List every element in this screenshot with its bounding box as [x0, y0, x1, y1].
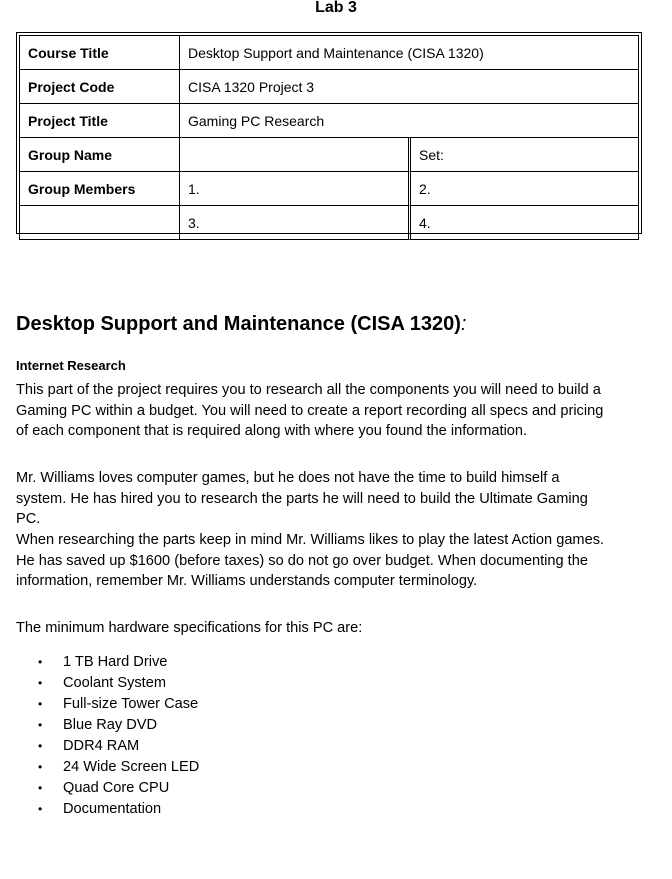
group-name-label: Group Name	[19, 138, 180, 172]
group-members-label: Group Members	[19, 172, 180, 206]
list-item	[16, 757, 199, 778]
specs-intro-paragraph: The minimum hardware specifications for this PC are:	[16, 620, 363, 636]
project-title-value: Gaming PC Research	[180, 104, 639, 138]
set-field[interactable]: Set:	[411, 138, 639, 172]
lab-title: Lab 3	[315, 0, 357, 16]
bullet-icon: •	[38, 697, 43, 711]
bullet-icon: •	[38, 718, 43, 732]
spec-label: Documentation	[63, 801, 162, 817]
project-title-label: Project Title	[19, 104, 180, 138]
spec-label: 1 TB Hard Drive	[63, 654, 168, 670]
spec-label: DDR4 RAM	[63, 738, 140, 754]
course-title-row	[19, 35, 639, 70]
spec-label: Quad Core CPU	[63, 780, 170, 796]
list-item	[16, 694, 199, 715]
list-item	[16, 799, 199, 820]
course-title-value: Desktop Support and Maintenance (CISA 1320)	[180, 35, 639, 70]
member-4-field[interactable]: 4.	[411, 206, 639, 240]
list-item	[16, 652, 199, 673]
budget-paragraph: When researching the parts keep in mind Mr. Williams likes to play the latest Action games. He has saved up $1600 (before taxes) so do not go over budget. When documenting the information, remember Mr. Williams understands computer terminology.	[16, 532, 605, 590]
spec-label: Coolant System	[63, 675, 167, 691]
bullet-icon: •	[38, 781, 43, 795]
project-code-row	[19, 70, 639, 104]
section-heading	[16, 311, 466, 337]
group-name-field[interactable]	[180, 138, 411, 172]
intro-paragraph: This part of the project requires you to research all the components you will need to build a Gaming PC within a budget. You will need to create a report recording all specs and pricing of each component that is required along with where you found the information.	[16, 382, 604, 440]
spec-label: Blue Ray DVD	[63, 717, 158, 733]
project-title-row	[19, 104, 639, 138]
member-1-field[interactable]: 1.	[180, 172, 411, 206]
list-item	[16, 778, 199, 799]
group-members-row-2	[19, 206, 639, 240]
member-3-field[interactable]: 3.	[180, 206, 411, 240]
member-2-field[interactable]: 2.	[411, 172, 639, 206]
list-item	[16, 736, 199, 757]
bullet-icon: •	[38, 760, 43, 774]
group-name-row	[19, 138, 639, 172]
group-members-row	[19, 172, 639, 206]
section-heading-colon: :	[460, 313, 467, 335]
project-info-table	[16, 32, 642, 234]
internet-research-heading: Internet Research	[16, 358, 126, 373]
spec-label: Full-size Tower Case	[63, 696, 199, 712]
list-item	[16, 673, 199, 694]
client-paragraph: Mr. Williams loves computer games, but he does not have the time to build himself a system. He has hired you to research the parts he will need to build the Ultimate Gaming PC.	[16, 470, 588, 528]
hardware-spec-list	[16, 652, 199, 820]
bullet-icon: •	[38, 655, 43, 669]
section-heading-text: Desktop Support and Maintenance (CISA 1320)	[16, 313, 461, 335]
bullet-icon: •	[38, 676, 43, 690]
spec-label: 24 Wide Screen LED	[63, 759, 200, 775]
list-item	[16, 715, 199, 736]
course-title-label: Course Title	[19, 35, 180, 70]
project-code-label: Project Code	[19, 70, 180, 104]
bullet-icon: •	[38, 739, 43, 753]
project-code-value: CISA 1320 Project 3	[180, 70, 639, 104]
bullet-icon: •	[38, 802, 43, 816]
empty-label-cell	[19, 206, 180, 240]
